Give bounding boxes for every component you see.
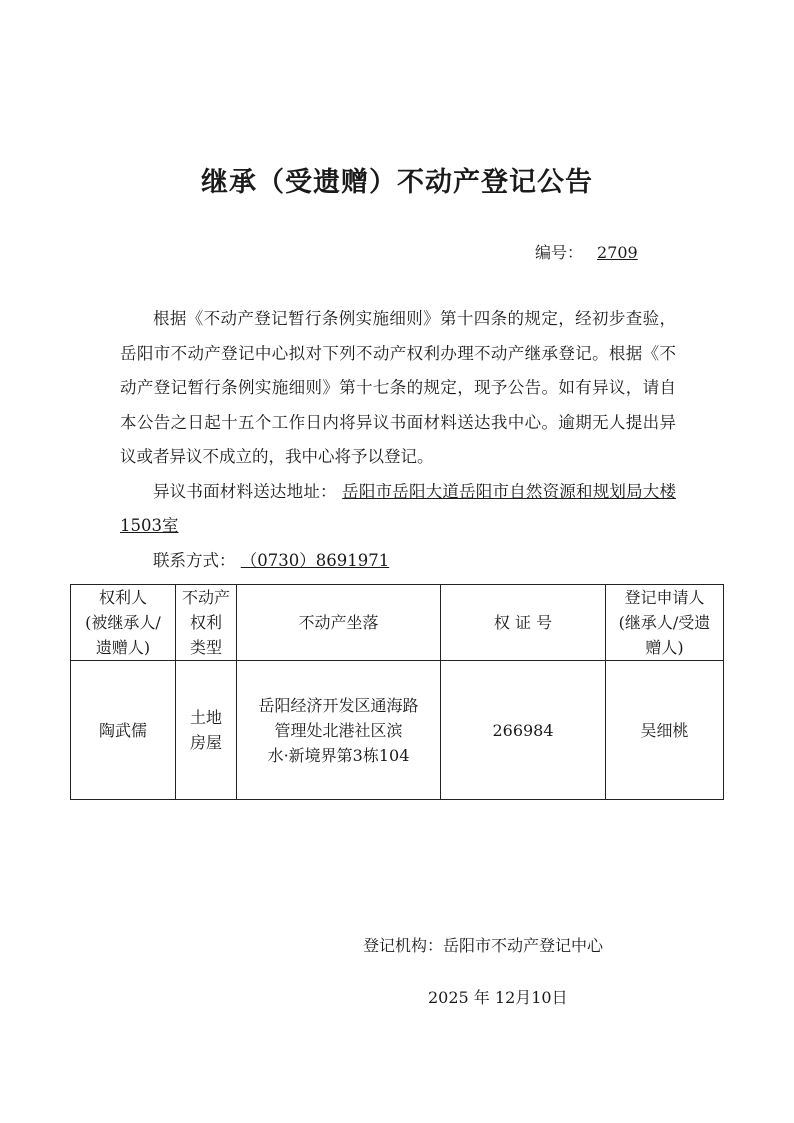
notice-body <box>120 302 676 578</box>
contact-value: （0730）8691971 <box>240 550 390 570</box>
cell-applicant: 吴细桃 <box>606 661 724 800</box>
serial-value: 2709 <box>597 243 638 262</box>
address-value: 岳阳市岳阳大道岳阳市自然资源和规划局大楼1503室 <box>120 481 677 535</box>
contact-label: 联系方式： <box>153 550 236 570</box>
cell-cert: 266984 <box>441 661 606 800</box>
address-label: 异议书面材料送达地址： <box>153 481 337 501</box>
cell-type: 土地 房屋 <box>176 661 237 800</box>
contact-paragraph <box>120 544 676 579</box>
registration-office <box>363 933 603 956</box>
header-applicant: 登记申请人 (继承人/受遗 赠人) <box>606 585 724 661</box>
cell-holder: 陶武儒 <box>71 661 176 800</box>
serial-label: 编号： <box>535 243 584 262</box>
header-location: 不动产坐落 <box>237 585 441 661</box>
address-paragraph <box>120 475 676 544</box>
office-label: 登记机构： <box>363 936 444 955</box>
notice-date: 2025 年 12月10日 <box>428 988 568 1007</box>
header-holder: 权利人 (被继承人/ 遗赠人) <box>71 585 176 661</box>
header-type: 不动产 权利 类型 <box>176 585 237 661</box>
cell-location: 岳阳经济开发区通海路 管理处北港社区滨 水·新境界第3栋104 <box>237 661 441 800</box>
header-cert: 权 证 号 <box>441 585 606 661</box>
notice-paragraph: 根据《不动产登记暂行条例实施细则》第十四条的规定，经初步查验，岳阳市不动产登记中心拟对下列不动产权利办理不动产继承登记。根据《不动产登记暂行条例实施细则》第十七条的规定，现予公告。如有异议，请自本公告之日起十五个工作日内将异议书面材料送达我中心。逾期无人提出异议或者异议不成立的，我中心将予以登记。 <box>120 309 676 466</box>
notice-title: 继承（受遗赠）不动产登记公告 <box>201 167 593 198</box>
office-value: 岳阳市不动产登记中心 <box>443 936 604 955</box>
table-header-row <box>71 585 724 661</box>
registration-table <box>70 584 724 800</box>
table-row <box>71 661 724 800</box>
serial-number-line <box>535 240 638 263</box>
